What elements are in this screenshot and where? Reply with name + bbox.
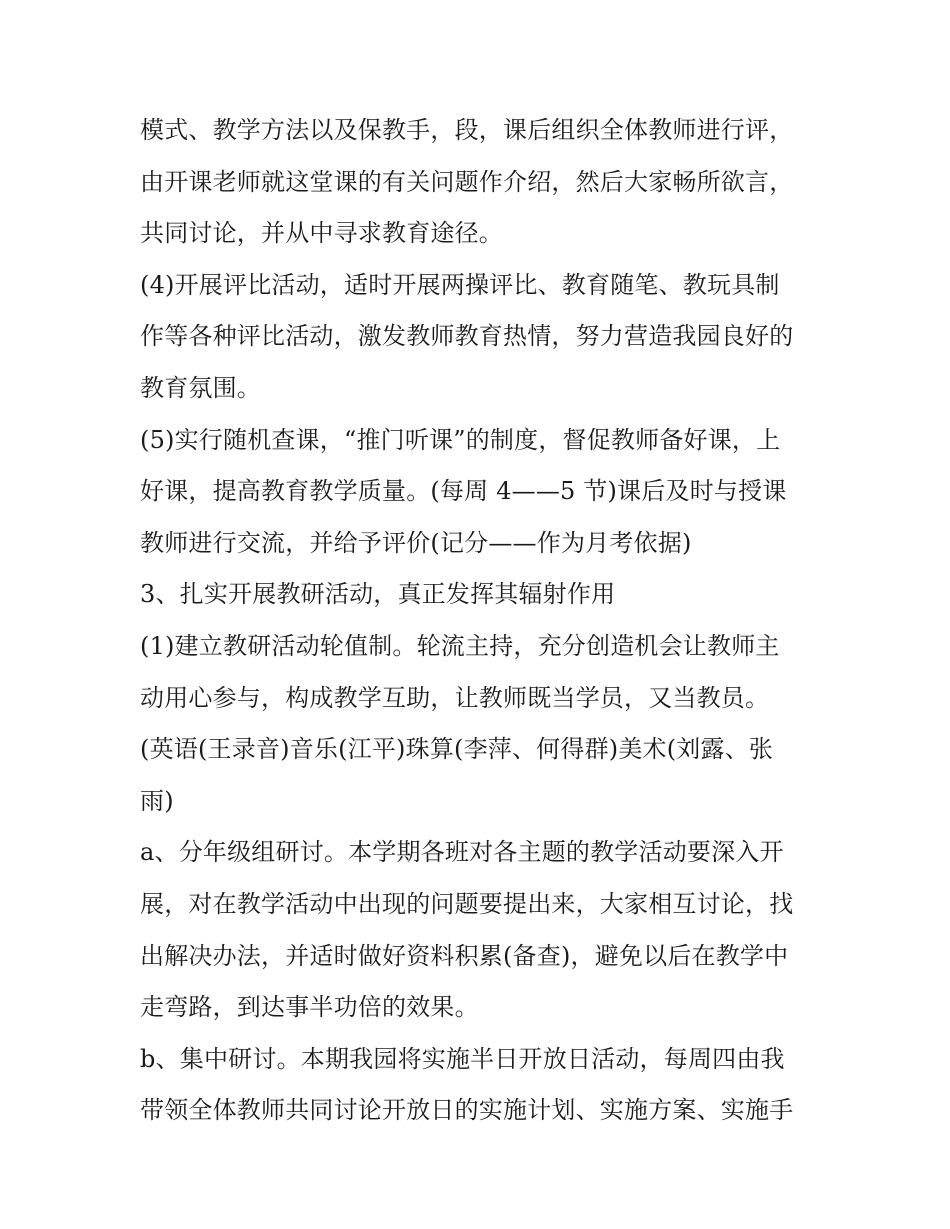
text-line: (4)开展评比活动，适时开展两操评比、教育随笔、教玩具制 xyxy=(140,270,780,299)
text-line: (5)实行随机查课，“推门听课”的制度，督促教师备好课，上 xyxy=(140,425,781,454)
text-line: 共同讨论，并从中寻求教育途径。 xyxy=(140,219,503,248)
text-line: a、分年级组研讨。本学期各班对各主题的教学活动要深入开 xyxy=(140,838,784,867)
text-line: b、集中研讨。本期我园将实施半日开放日活动，每周四由我 xyxy=(140,1044,785,1073)
text-line: 教育氛围。 xyxy=(140,373,261,402)
text-line: 出解决办法，并适时做好资料积累(备查)，避免以后在教学中 xyxy=(140,941,789,970)
text-line: 动用心参与，构成教学互助，让教师既当学员，又当教员。 xyxy=(140,683,770,712)
text-line: 带领全体教师共同讨论开放日的实施计划、实施方案、实施手 xyxy=(140,1096,794,1125)
text-line: 作等各种评比活动，激发教师教育热情，努力营造我园良好的 xyxy=(140,322,794,351)
section-heading: 3、扎实开展教研活动，真正发挥其辐射作用 xyxy=(140,580,616,609)
text-line: (1)建立教研活动轮值制。轮流主持，充分创造机会让教师主 xyxy=(140,631,780,660)
text-line: 好课，提高教育教学质量。(每周 4——5 节)课后及时与授课 xyxy=(140,477,787,506)
text-line: 教师进行交流，并给予评价(记分——作为月考依据) xyxy=(140,528,692,557)
text-line: 模式、教学方法以及保教手，段，课后组织全体教师进行评， xyxy=(140,116,794,144)
text-line: 展，对在教学活动中出现的问题要提出来，大家相互讨论，找 xyxy=(140,889,794,918)
body-text xyxy=(140,107,830,1139)
text-line: 雨) xyxy=(140,786,174,815)
text-line: (英语(王录音)音乐(江平)珠算(李萍、何得群)美术(刘露、张 xyxy=(140,735,774,764)
text-line: 走弯路，到达事半功倍的效果。 xyxy=(140,993,479,1022)
text-line: 由开课老师就这堂课的有关问题作介绍，然后大家畅所欲言， xyxy=(140,167,794,196)
